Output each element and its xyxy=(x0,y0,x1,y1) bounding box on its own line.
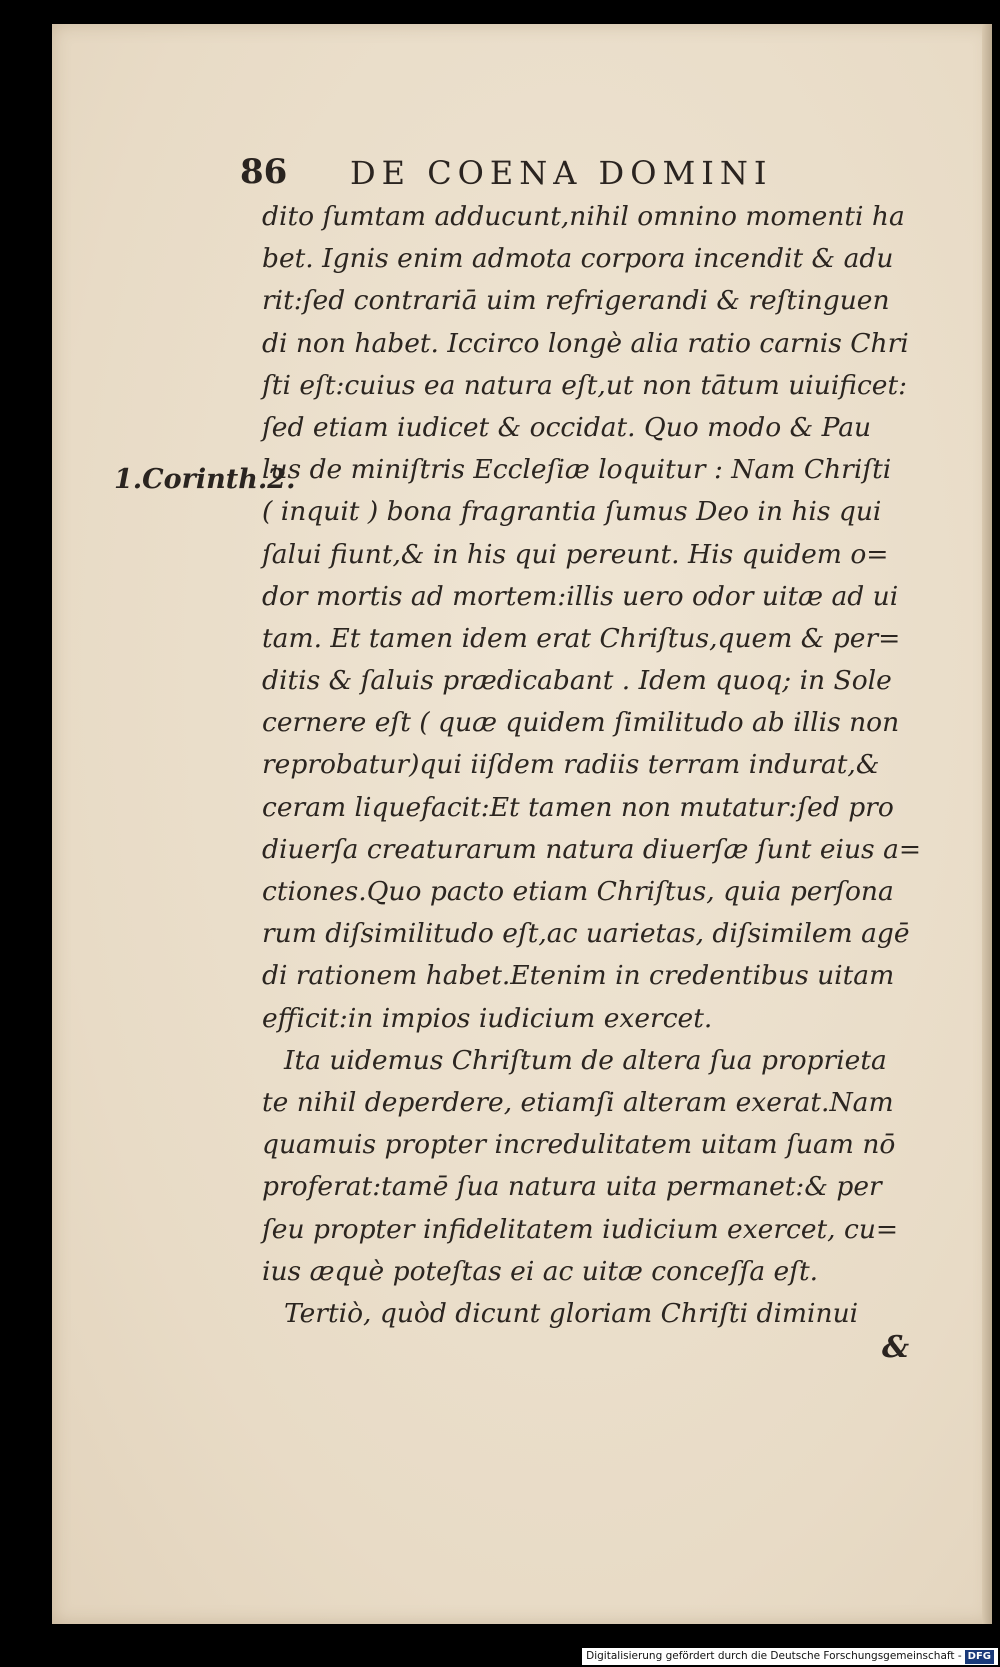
text-line: reprobatur)qui iiſdem radiis terram indurat,& xyxy=(262,749,880,781)
page-edge xyxy=(982,24,992,1624)
body-text xyxy=(262,196,932,1335)
text-line: ius æquè poteſtas ei ac uitæ conceſſa eſt. xyxy=(262,1255,819,1287)
text-line: ſti eſt:cuius ea natura eſt,ut non tātum uiuificet: xyxy=(262,369,908,401)
text-line: rit:ſed contrariā uim refrigerandi & reſtinguen xyxy=(262,285,890,317)
margin-note: 1.Corinth.2. xyxy=(114,464,296,495)
text-line: Ita uidemus Chriſtum de altera ſua proprieta xyxy=(284,1044,887,1076)
text-line: te nihil deperdere, etiamſi alteram exerat.Nam xyxy=(262,1086,894,1118)
text-line: ſeu propter infidelitatem iudicium exercet, cu= xyxy=(262,1213,899,1245)
text-line: ceram liquefacit:Et tamen non mutatur:ſed pro xyxy=(262,791,894,823)
text-line: efficit:in impios iudicium exercet. xyxy=(262,1002,713,1034)
footer-credit xyxy=(582,1648,998,1665)
text-line: proferat:tamē ſua natura uita permanet:& per xyxy=(262,1171,882,1203)
dfg-logo: DFG xyxy=(965,1650,994,1664)
text-line: ( inquit ) bona fragrantia ſumus Deo in his qui xyxy=(262,496,882,528)
text-line: ſed etiam iudicet & occidat. Quo modo & Pau xyxy=(262,411,872,443)
text-line: dor mortis ad mortem:illis uero odor uitæ ad ui xyxy=(262,580,899,612)
text-line: di rationem habet.Etenim in credentibus uitam xyxy=(262,960,895,992)
text-line: lus de miniſtris Eccleſiæ loquitur : Nam Chriſti xyxy=(262,454,892,486)
text-line: ſalui fiunt,& in his qui pereunt. His quidem o= xyxy=(262,538,889,570)
text-line: di non habet. Iccirco longè alia ratio carnis Chri xyxy=(262,327,909,359)
footer-text: Digitalisierung gefördert durch die Deutsche Forschungsgemeinschaft - xyxy=(586,1650,962,1662)
text-line: ditis & ſaluis prædicabant . Idem quoq; in Sole xyxy=(262,665,892,697)
running-title: DE COENA DOMINI xyxy=(350,154,773,192)
text-line: bet. Ignis enim admota corpora incendit & adu xyxy=(262,243,894,275)
page-header xyxy=(240,152,840,202)
catchword: & xyxy=(882,1330,910,1365)
text-line: rum diſsimilitudo eſt,ac uarietas, diſsimilem agē xyxy=(262,918,910,950)
text-line: quamuis propter incredulitatem uitam ſuam nō xyxy=(262,1129,896,1161)
text-line: dito ſumtam adducunt,nihil omnino momenti ha xyxy=(262,201,905,232)
text-line: tam. Et tamen idem erat Chriſtus,quem & per= xyxy=(262,622,901,654)
text-line: diuerſa creaturarum natura diuerſæ ſunt eius a= xyxy=(262,833,922,865)
text-line: ctiones.Quo pacto etiam Chriſtus, quia perſona xyxy=(262,876,894,907)
page-number: 86 xyxy=(240,152,288,192)
text-line: cernere eſt ( quæ quidem ſimilitudo ab illis non xyxy=(262,707,900,739)
text-line: Tertiò, quòd dicunt gloriam Chriſti diminui xyxy=(284,1297,859,1329)
